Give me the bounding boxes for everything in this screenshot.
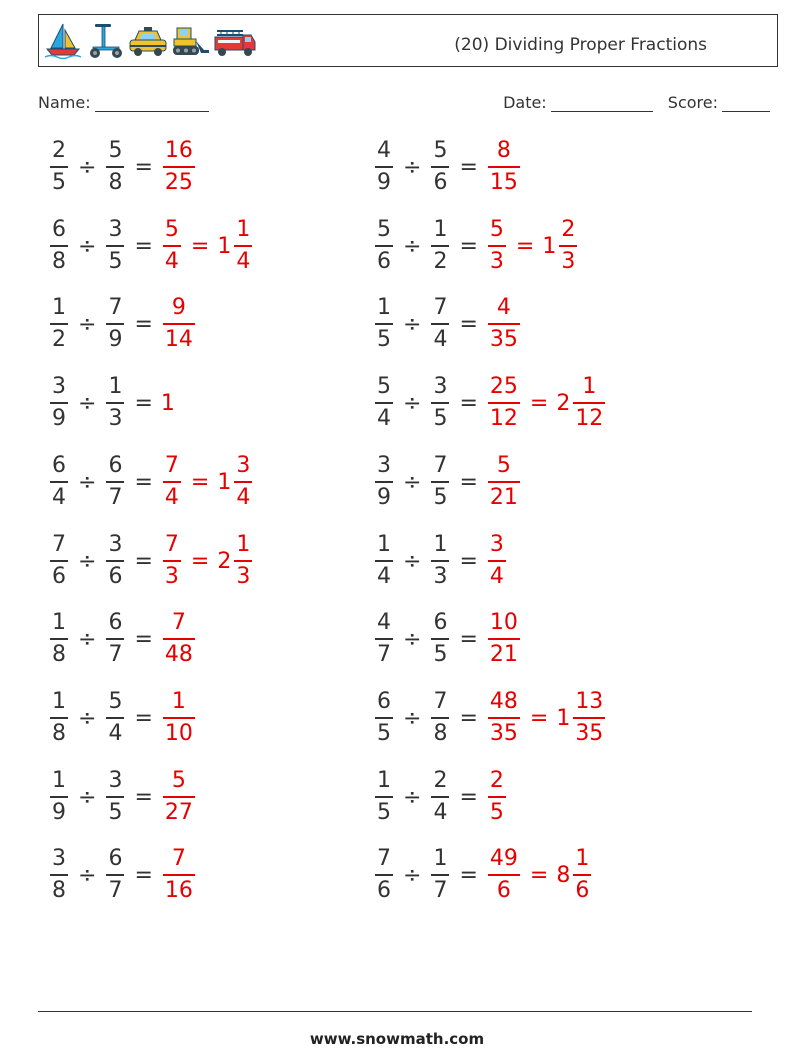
problem-item	[48, 135, 197, 199]
answer-fraction	[163, 848, 195, 902]
dividend-fraction	[375, 691, 393, 745]
denominator: 8	[52, 878, 66, 903]
dividend-fraction	[375, 770, 393, 824]
name-label: Name:	[38, 93, 91, 112]
answer-fraction	[488, 770, 506, 824]
numerator: 9	[171, 295, 186, 320]
name-field[interactable]	[38, 93, 209, 112]
divisor-fraction	[106, 848, 124, 902]
divisor-fraction	[106, 612, 124, 666]
denominator: 15	[489, 170, 518, 195]
denominator: 8	[52, 642, 66, 667]
divide-sign: ÷	[403, 548, 422, 574]
problem-item	[373, 607, 522, 671]
numerator: 6	[377, 689, 391, 714]
score-blank[interactable]	[722, 95, 770, 112]
bulldozer-icon	[171, 22, 211, 60]
divisor-fraction	[106, 140, 124, 194]
divide-sign: ÷	[403, 626, 422, 652]
dividend-fraction	[375, 848, 393, 902]
equals-sign: =	[459, 626, 478, 652]
answer-fraction	[488, 612, 520, 666]
divisor-fraction	[431, 297, 449, 351]
footer-divider	[38, 1011, 752, 1012]
denominator: 7	[108, 485, 123, 510]
divide-sign: ÷	[78, 390, 97, 416]
denominator: 4	[164, 485, 179, 510]
divisor-fraction	[106, 455, 124, 509]
numerator: 5	[171, 768, 186, 793]
problem-item	[373, 765, 508, 829]
denominator: 7	[108, 878, 123, 903]
denominator: 4	[236, 249, 251, 274]
numerator: 6	[433, 610, 448, 635]
equals-sign: =	[134, 705, 153, 731]
equals-sign: =	[515, 233, 535, 259]
footer-url: www.snowmath.com	[309, 1030, 485, 1048]
denominator: 9	[377, 170, 391, 195]
answer-fraction	[488, 455, 520, 509]
dividend-fraction	[50, 219, 68, 273]
mixed-fraction	[234, 534, 252, 588]
dividend-fraction	[50, 534, 68, 588]
divide-sign: ÷	[78, 548, 97, 574]
denominator: 10	[164, 721, 193, 746]
denominator: 9	[52, 406, 66, 431]
dividend-fraction	[50, 455, 68, 509]
problem-item	[48, 607, 197, 671]
numerator: 7	[52, 532, 66, 557]
denominator: 5	[377, 721, 391, 746]
divide-sign: ÷	[403, 154, 422, 180]
divide-sign: ÷	[78, 862, 97, 888]
denominator: 5	[52, 170, 66, 195]
divide-sign: ÷	[403, 784, 422, 810]
dividend-fraction	[375, 612, 393, 666]
denominator: 9	[52, 800, 66, 825]
mixed-fraction	[573, 848, 591, 902]
denominator: 3	[108, 406, 123, 431]
numerator: 7	[433, 453, 448, 478]
numerator: 7	[433, 689, 448, 714]
equals-sign: =	[190, 233, 210, 259]
numerator: 7	[171, 610, 186, 635]
answer-fraction	[488, 297, 520, 351]
denominator: 2	[433, 249, 448, 274]
numerator: 49	[489, 846, 518, 871]
equals-sign: =	[134, 154, 153, 180]
numerator: 10	[489, 610, 518, 635]
numerator: 7	[164, 453, 179, 478]
denominator: 27	[164, 800, 193, 825]
denominator: 21	[489, 642, 518, 667]
numerator: 2	[52, 138, 66, 163]
denominator: 4	[236, 485, 251, 510]
divisor-fraction	[431, 848, 449, 902]
worksheet-header	[38, 14, 778, 67]
equals-sign: =	[529, 390, 549, 416]
mixed-whole: 1	[556, 705, 571, 731]
dividend-fraction	[375, 534, 393, 588]
divisor-fraction	[431, 140, 449, 194]
mixed-fraction	[234, 455, 252, 509]
numerator: 7	[164, 532, 179, 557]
dividend-fraction	[50, 376, 68, 430]
numerator: 1	[236, 217, 251, 242]
scooter-icon	[85, 22, 125, 60]
numerator: 5	[377, 217, 391, 242]
denominator: 6	[108, 564, 123, 589]
denominator: 12	[575, 406, 604, 431]
divide-sign: ÷	[403, 390, 422, 416]
problem-item	[48, 686, 197, 750]
numerator: 5	[377, 374, 391, 399]
equals-sign: =	[134, 311, 153, 337]
header-icons	[43, 22, 257, 60]
equals-sign: =	[529, 705, 549, 731]
numerator: 5	[164, 217, 179, 242]
numerator: 1	[236, 532, 251, 557]
numerator: 3	[52, 846, 66, 871]
problem-item	[373, 686, 607, 750]
dividend-fraction	[375, 455, 393, 509]
dividend-fraction	[50, 612, 68, 666]
numerator: 6	[108, 453, 123, 478]
equals-sign: =	[459, 390, 478, 416]
divisor-fraction	[431, 770, 449, 824]
mixed-whole: 1	[217, 233, 232, 259]
divide-sign: ÷	[78, 154, 97, 180]
problem-item	[48, 450, 254, 514]
numerator: 4	[377, 610, 391, 635]
numerator: 3	[108, 217, 123, 242]
equals-sign: =	[459, 311, 478, 337]
denominator: 21	[489, 485, 518, 510]
divisor-fraction	[106, 219, 124, 273]
denominator: 7	[433, 878, 448, 903]
problem-item	[48, 214, 254, 278]
dividend-fraction	[50, 297, 68, 351]
denominator: 3	[561, 249, 576, 274]
numerator: 1	[52, 768, 66, 793]
mixed-fraction	[234, 219, 252, 273]
numerator: 4	[377, 138, 391, 163]
denominator: 8	[52, 721, 66, 746]
numerator: 1	[52, 689, 66, 714]
problem-item	[373, 135, 522, 199]
denominator: 5	[433, 406, 448, 431]
equals-sign: =	[459, 233, 478, 259]
dividend-fraction	[50, 691, 68, 745]
dividend-fraction	[375, 219, 393, 273]
divide-sign: ÷	[78, 784, 97, 810]
denominator: 4	[433, 327, 448, 352]
denominator: 6	[377, 878, 391, 903]
numerator: 5	[108, 689, 123, 714]
problem-item	[48, 843, 197, 907]
mixed-whole: 2	[217, 548, 232, 574]
divide-sign: ÷	[78, 705, 97, 731]
equals-sign: =	[459, 862, 478, 888]
numerator: 5	[433, 138, 448, 163]
answer-fraction	[163, 770, 195, 824]
denominator: 8	[433, 721, 448, 746]
denominator: 12	[489, 406, 518, 431]
answer-fraction	[488, 219, 506, 273]
denominator: 8	[52, 249, 66, 274]
numerator: 1	[377, 768, 391, 793]
fire-truck-icon	[213, 22, 257, 60]
equals-sign: =	[459, 469, 478, 495]
denominator: 2	[52, 327, 66, 352]
equals-sign: =	[134, 784, 153, 810]
numerator: 1	[108, 374, 123, 399]
denominator: 5	[433, 642, 448, 667]
equals-sign: =	[529, 862, 549, 888]
divide-sign: ÷	[403, 311, 422, 337]
dividend-fraction	[50, 140, 68, 194]
dividend-fraction	[375, 140, 393, 194]
denominator: 4	[377, 406, 391, 431]
denominator: 4	[377, 564, 391, 589]
problem-item	[373, 529, 508, 593]
divisor-fraction	[431, 219, 449, 273]
denominator: 4	[489, 564, 504, 589]
answer-fraction	[488, 534, 506, 588]
score-label: Score:	[667, 93, 718, 112]
date-label: Date:	[503, 93, 547, 112]
equals-sign: =	[459, 705, 478, 731]
divide-sign: ÷	[403, 862, 422, 888]
denominator: 35	[489, 721, 518, 746]
denominator: 25	[164, 170, 193, 195]
answer-fraction	[163, 612, 195, 666]
denominator: 6	[52, 564, 66, 589]
divide-sign: ÷	[403, 469, 422, 495]
denominator: 3	[236, 564, 251, 589]
answer-fraction	[488, 376, 520, 430]
denominator: 16	[164, 878, 193, 903]
numerator: 5	[108, 138, 123, 163]
answer-fraction	[163, 140, 195, 194]
mixed-fraction	[559, 219, 577, 273]
denominator: 3	[433, 564, 448, 589]
denominator: 4	[108, 721, 123, 746]
numerator: 3	[108, 532, 123, 557]
denominator: 6	[377, 249, 391, 274]
numerator: 2	[489, 768, 504, 793]
denominator: 9	[108, 327, 123, 352]
denominator: 8	[108, 170, 123, 195]
worksheet-title: (20) Dividing Proper Fractions	[454, 35, 707, 55]
divide-sign: ÷	[78, 233, 97, 259]
denominator: 6	[433, 170, 448, 195]
problem-item	[48, 765, 197, 829]
numerator: 1	[377, 295, 391, 320]
equals-sign: =	[134, 626, 153, 652]
numerator: 3	[489, 532, 504, 557]
denominator: 5	[489, 800, 504, 825]
numerator: 1	[171, 689, 186, 714]
mixed-fraction	[573, 691, 605, 745]
divisor-fraction	[431, 534, 449, 588]
answer-fraction	[163, 219, 181, 273]
numerator: 16	[164, 138, 193, 163]
date-score-fields	[503, 93, 770, 112]
answer-whole: 1	[160, 390, 175, 416]
numerator: 7	[171, 846, 186, 871]
mixed-whole: 2	[556, 390, 571, 416]
answer-fraction	[488, 691, 520, 745]
numerator: 3	[108, 768, 123, 793]
equals-sign: =	[190, 469, 210, 495]
divide-sign: ÷	[403, 705, 422, 731]
divide-sign: ÷	[78, 626, 97, 652]
denominator: 3	[489, 249, 504, 274]
numerator: 7	[377, 846, 391, 871]
divisor-fraction	[431, 376, 449, 430]
problem-item	[373, 214, 579, 278]
denominator: 5	[108, 800, 123, 825]
numerator: 13	[575, 689, 604, 714]
dividend-fraction	[375, 376, 393, 430]
numerator: 6	[52, 453, 66, 478]
mixed-whole: 1	[542, 233, 557, 259]
equals-sign: =	[134, 548, 153, 574]
numerator: 6	[108, 846, 123, 871]
problem-item	[373, 292, 522, 356]
denominator: 4	[164, 249, 179, 274]
denominator: 7	[108, 642, 123, 667]
numerator: 3	[52, 374, 66, 399]
equals-sign: =	[134, 390, 153, 416]
numerator: 1	[575, 846, 590, 871]
date-blank[interactable]	[551, 95, 653, 112]
numerator: 25	[489, 374, 518, 399]
problem-item	[48, 292, 197, 356]
numerator: 1	[377, 532, 391, 557]
numerator: 8	[496, 138, 511, 163]
taxi-icon	[127, 22, 169, 60]
answer-fraction	[163, 691, 195, 745]
divisor-fraction	[106, 691, 124, 745]
problem-item	[373, 450, 522, 514]
numerator: 1	[433, 846, 448, 871]
dividend-fraction	[50, 848, 68, 902]
divisor-fraction	[431, 612, 449, 666]
numerator: 1	[52, 295, 66, 320]
divisor-fraction	[431, 691, 449, 745]
numerator: 1	[52, 610, 66, 635]
numerator: 5	[489, 217, 504, 242]
problem-item	[373, 371, 607, 435]
dividend-fraction	[375, 297, 393, 351]
denominator: 6	[575, 878, 590, 903]
problem-item	[48, 529, 254, 593]
equals-sign: =	[459, 784, 478, 810]
divisor-fraction	[106, 376, 124, 430]
mixed-whole: 1	[217, 469, 232, 495]
numerator: 1	[433, 532, 448, 557]
divisor-fraction	[106, 770, 124, 824]
numerator: 2	[561, 217, 576, 242]
numerator: 48	[489, 689, 518, 714]
numerator: 6	[108, 610, 123, 635]
answer-fraction	[488, 848, 520, 902]
numerator: 2	[433, 768, 448, 793]
divide-sign: ÷	[78, 311, 97, 337]
name-blank[interactable]	[95, 95, 209, 112]
equals-sign: =	[459, 154, 478, 180]
equals-sign: =	[190, 548, 210, 574]
numerator: 5	[496, 453, 511, 478]
denominator: 6	[496, 878, 511, 903]
numerator: 6	[52, 217, 66, 242]
problem-item	[48, 371, 175, 435]
denominator: 4	[52, 485, 66, 510]
divisor-fraction	[106, 297, 124, 351]
denominator: 5	[377, 327, 391, 352]
answer-fraction	[488, 140, 520, 194]
answer-fraction	[163, 534, 181, 588]
sailboat-icon	[43, 22, 83, 60]
equals-sign: =	[134, 469, 153, 495]
equals-sign: =	[134, 862, 153, 888]
dividend-fraction	[50, 770, 68, 824]
denominator: 9	[377, 485, 391, 510]
numerator: 7	[108, 295, 123, 320]
mixed-whole: 8	[556, 862, 571, 888]
denominator: 48	[164, 642, 193, 667]
divide-sign: ÷	[403, 233, 422, 259]
denominator: 5	[377, 800, 391, 825]
denominator: 5	[433, 485, 448, 510]
answer-fraction	[163, 297, 195, 351]
denominator: 35	[575, 721, 604, 746]
numerator: 1	[582, 374, 597, 399]
equals-sign: =	[134, 233, 153, 259]
denominator: 7	[377, 642, 391, 667]
numerator: 3	[433, 374, 448, 399]
divisor-fraction	[106, 534, 124, 588]
numerator: 4	[496, 295, 511, 320]
divisor-fraction	[431, 455, 449, 509]
problem-item	[373, 843, 593, 907]
numerator: 3	[236, 453, 251, 478]
denominator: 3	[164, 564, 179, 589]
numerator: 1	[433, 217, 448, 242]
equals-sign: =	[459, 548, 478, 574]
answer-fraction	[163, 455, 181, 509]
mixed-fraction	[573, 376, 605, 430]
denominator: 14	[164, 327, 193, 352]
denominator: 4	[433, 800, 448, 825]
numerator: 3	[377, 453, 391, 478]
divide-sign: ÷	[78, 469, 97, 495]
denominator: 35	[489, 327, 518, 352]
denominator: 5	[108, 249, 123, 274]
numerator: 7	[433, 295, 448, 320]
